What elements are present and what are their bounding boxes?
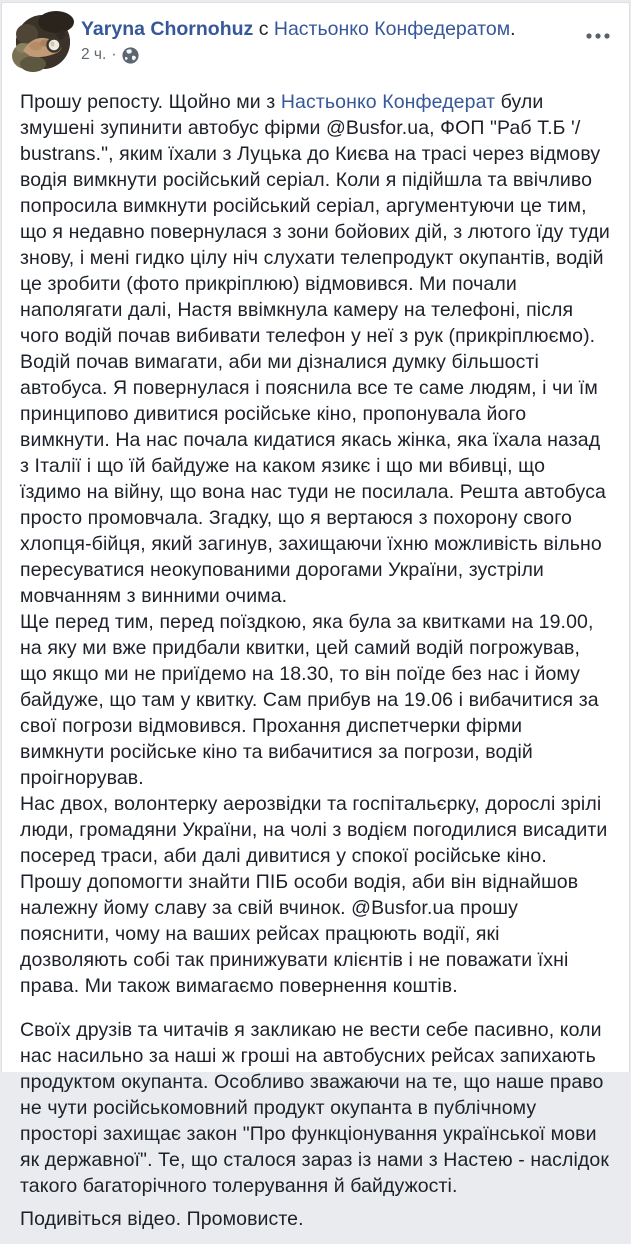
post-header-meta xyxy=(81,15,516,64)
post-paragraph xyxy=(20,609,611,791)
post-paragraph xyxy=(20,89,611,609)
ellipsis-icon xyxy=(586,26,610,43)
post-card xyxy=(1,2,630,1230)
dot-separator: · xyxy=(111,46,117,63)
globe-icon xyxy=(122,47,139,64)
author-link[interactable]: Yaryna Chornohuz xyxy=(81,18,254,40)
post-subline xyxy=(81,46,516,64)
post-paragraph xyxy=(20,1206,611,1232)
post-header xyxy=(2,3,629,71)
mention-link[interactable]: Настьонко Конфедерат xyxy=(280,91,496,113)
paragraph-text: Своїх друзів та читачів я закликаю не вести себе пасивно, коли нас насильно за наші ж гроші на автобусних рейсах запихають продуктом окупанта. Особливо зважаючи на те, що наше право не чути російськомовний продукт окупанта в публічному просторі захищає закон "Про функціонування української мови як державної". Те, що сталося зараз із нами з Настею - наслідок такого багаторічного толерування й байдужості. xyxy=(20,1019,609,1197)
profile-photo-icon xyxy=(16,15,70,69)
post-paragraph xyxy=(20,869,611,999)
paragraph-text: Нас двох, волонтерку аерозвідки та госпітальєрку, дорослі зрілі люди, громадяни України, на чолі з водієм погодилися висадити посеред траси, аби далі дивитися у спокої російське кіно. xyxy=(20,793,608,867)
with-connector: с xyxy=(253,18,274,40)
post-paragraph xyxy=(20,1017,611,1199)
paragraph-text: Ще перед тим, перед поїздкою, яка була за квитками на 19.00, на яку ми вже придбали квитки, цей самий водій погрожував, що якщо ми не приїдемо на 18.30, то він поїде без нас і йому байдуже, що там у квитку. Сам прибув на 19.06 і вибачитися за свої погрози відмовився. Прохання диспетчерки фірми вимкнути російське кіно та вибачитися за погрози, водій проігнорував. xyxy=(20,611,599,789)
title-suffix: . xyxy=(510,18,516,40)
post-body xyxy=(2,71,629,1244)
paragraph-text: Прошу репосту. Щойно ми з xyxy=(20,91,281,113)
post-paragraph xyxy=(20,791,611,869)
paragraph-text: Подивіться відео. Промовисте. xyxy=(20,1208,304,1230)
paragraph-text: були змушені зупинити автобус фірми @Busfor.ua, ФОП "Раб Т.Б '/ bustrans.", яким їхали з Луцька до Києва на трасі через відмову водія вимкнути російський серіал. Коли я підійшла та ввічливо попросила вимкнути російський серіал, аргументуючи це тим, що я недавно повернулася з зони бойових дій, з лютого їду туди знову, і мені гидко цілу ніч слухати телепродукт окупантів, водій це зробити (фото прикріплюю) відмовився. Ми почали наполягати далі, Настя ввімкнула камеру на телефоні, після чого водій почав вибивати телефон у неї з рук (прикріплюємо). Водій почав вимагати, аби ми дізналися думку більшості автобуса. Я повернулася і пояснила все те саме людям, і чи їм принципово дивитися російське кіно, пропонувала його вимкнути. На нас почала кидатися якась жінка, яка їхала назад з Італії і що їй байдуже на каком язикє і що ми вбивці, що їздимо на війну, що вона нас туди не посилала. Решта автобуса просто промовчала. Згадку, що я вертаюся з похорону свого хлопця-бійця, який загинув, захищаючи їхню можливість вільно пересуватися неокупованими дорогами України, зустріли мовчанням з винними очима. xyxy=(20,91,610,607)
post-title-line xyxy=(81,17,516,42)
timestamp-link[interactable]: 2 ч. xyxy=(81,46,107,63)
post-menu-button[interactable] xyxy=(581,21,615,49)
avatar[interactable] xyxy=(16,15,70,69)
paragraph-text: Прошу допомогти знайти ПІБ особи водія, аби він віднайшов належну йому славу за свій вчинок. @Busfor.ua прошу пояснити, чому на ваших рейсах працюють водії, які дозволяють собі так принижувати клієнтів і не поважати їхні права. Ми також вимагаємо повернення коштів. xyxy=(20,871,579,997)
tagged-profile-link[interactable]: Настьонко Конфедератом xyxy=(273,18,511,40)
